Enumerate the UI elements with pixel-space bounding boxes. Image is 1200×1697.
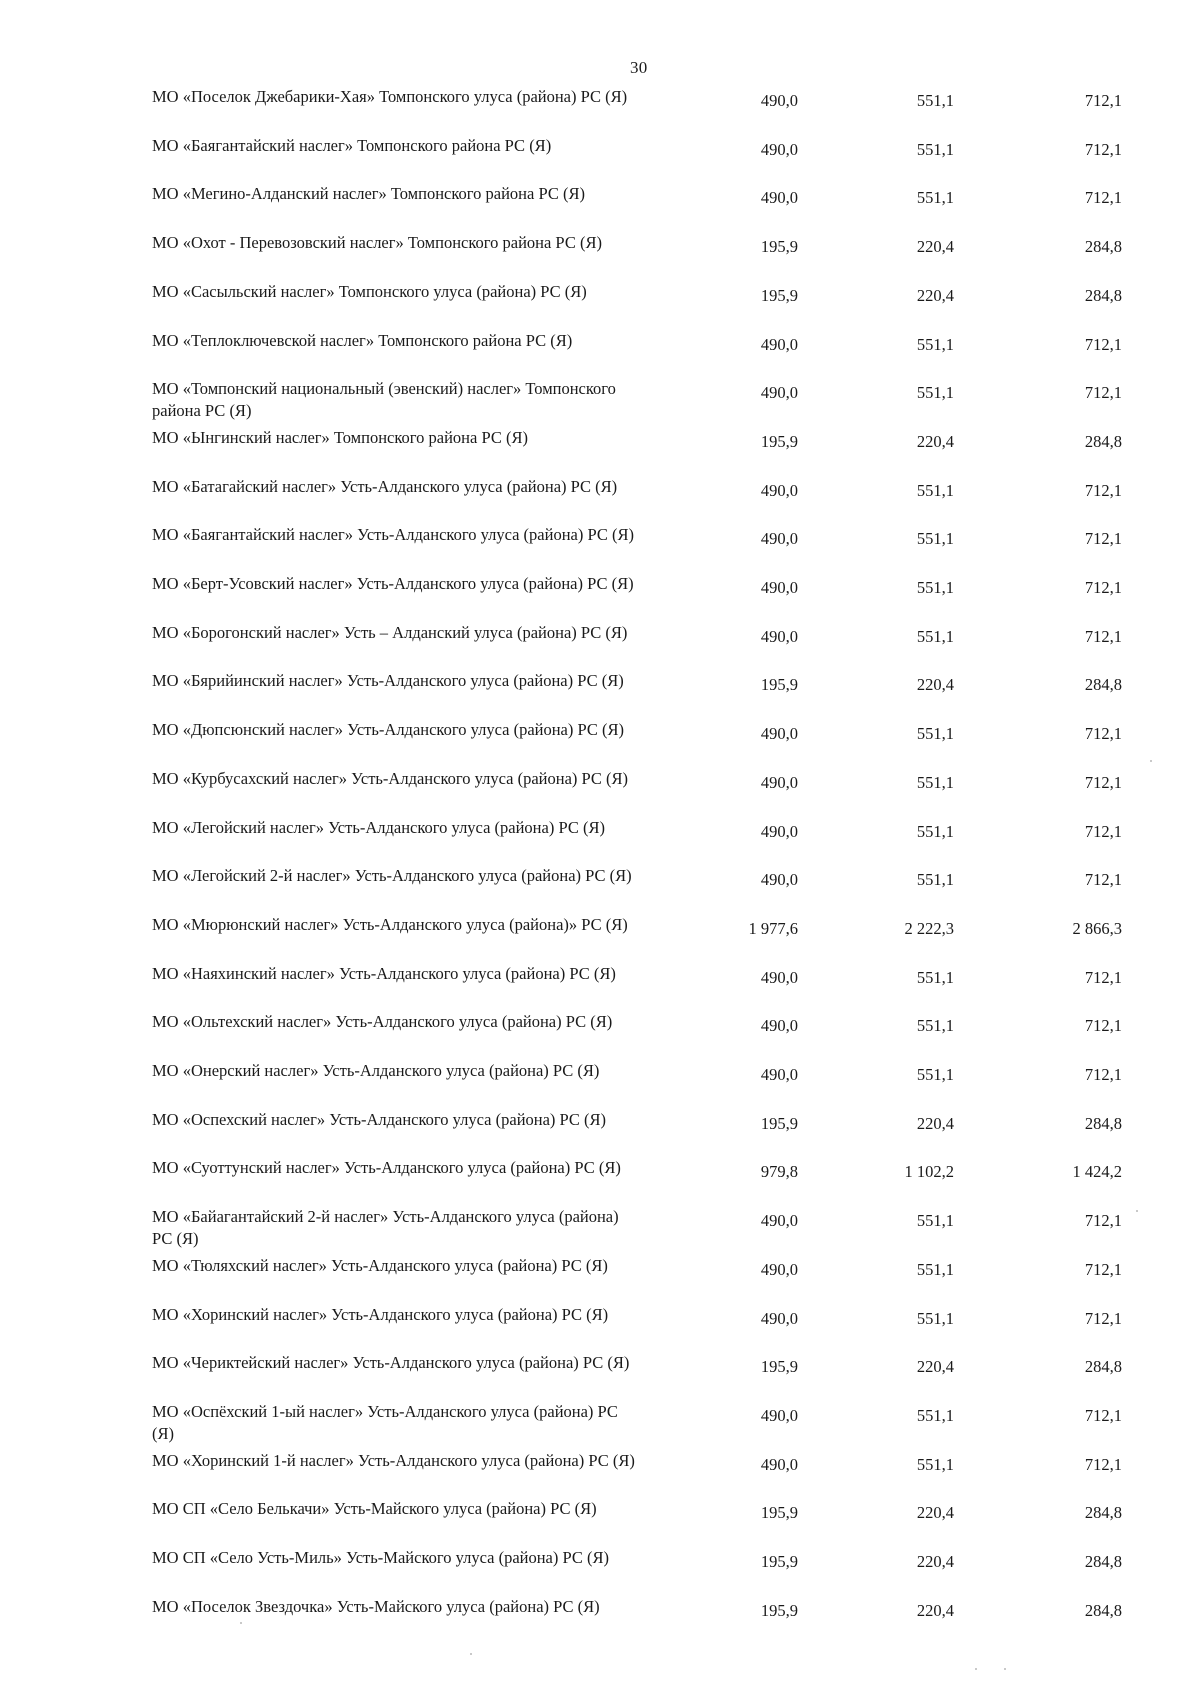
scan-speck [470,1653,472,1655]
municipality-name: МО «Курбусахский наслег» Усть-Алданского улуса (района) РС (Я) [152,768,629,788]
value-col-3: 712,1 [1084,870,1122,890]
municipality-name: МО «Легойский наслег» Усть-Алданского улуса (района) РС (Я) [152,817,605,837]
value-col-2: 220,4 [916,431,954,451]
value-col-3: 712,1 [1084,139,1122,159]
value-col-2: 2 222,3 [904,918,954,938]
value-col-2: 551,1 [916,91,954,110]
value-col-2: 551,1 [916,578,954,597]
municipality-name: МО «Тюляхский наслег» Усть-Алданского улуса (района) РС (Я) [152,1255,608,1275]
value-col-3: 284,8 [1084,285,1122,305]
municipality-name: МО «Баягантайский наслег» Томпонского района РС (Я) [152,135,552,155]
value-col-1: 490,0 [760,724,798,744]
municipality-name: МО «Мегино-Алданский наслег» Томпонского района РС (Я) [152,184,585,204]
municipality-name: МО «Томпонский национальный (эвенский) наслег» Томпонского района РС (Я) [152,379,616,421]
value-col-2: 551,1 [916,383,954,403]
value-col-1: 195,9 [760,1600,798,1620]
scan-speck [975,1668,977,1670]
value-col-1: 490,0 [760,772,798,792]
value-col-2: 220,4 [916,1113,954,1133]
value-col-2: 551,1 [916,626,954,646]
value-col-2: 551,1 [916,870,954,890]
value-col-3: 712,1 [1084,724,1122,744]
value-col-2: 551,1 [916,529,954,549]
value-col-1: 490,0 [760,1454,798,1474]
value-col-1: 490,0 [760,139,798,159]
value-col-3: 712,1 [1084,1016,1122,1036]
value-col-1: 490,0 [760,334,798,354]
value-col-3: 712,1 [1084,334,1122,354]
value-col-3: 712,1 [1084,578,1122,597]
value-col-3: 712,1 [1084,1211,1122,1231]
municipality-name: МО «Байагантайский 2-й наслег» Усть-Алданского улуса (района) РС (Я) [152,1207,619,1249]
value-col-3: 712,1 [1084,480,1122,500]
value-col-2: 551,1 [916,1065,954,1084]
value-col-3: 284,8 [1084,1113,1122,1133]
value-col-2: 551,1 [916,1211,954,1231]
value-col-2: 551,1 [916,1454,954,1474]
value-col-1: 195,9 [760,675,798,695]
value-col-2: 551,1 [916,1259,954,1279]
value-col-3: 712,1 [1084,772,1122,792]
municipality-name: МО «Оспехский наслег» Усть-Алданского улуса (района) РС (Я) [152,1109,607,1129]
municipality-name: МО «Баягантайский наслег» Усть-Алданского улуса (района) РС (Я) [152,525,634,545]
value-col-1: 195,9 [760,1503,798,1523]
value-col-3: 2 866,3 [1072,918,1122,938]
municipality-name: МО «Поселок Звездочка» Усть-Майского улуса (района) РС (Я) [152,1596,600,1616]
value-col-1: 490,0 [760,480,798,500]
municipality-name: МО «Борогонский наслег» Усть – Алданский улуса (района) РС (Я) [152,622,628,642]
municipality-name: МО «Суоттунский наслег» Усть-Алданского улуса (района) РС (Я) [152,1158,621,1178]
value-col-1: 1 977,6 [748,918,798,938]
value-col-2: 551,1 [916,1405,954,1425]
municipality-name: МО «Берт-Усовский наслег» Усть-Алданского улуса (района) РС (Я) [152,574,634,593]
value-col-2: 551,1 [916,188,954,208]
value-col-3: 712,1 [1084,821,1122,841]
municipality-name: МО «Хоринский 1-й наслег» Усть-Алданского улуса (района) РС (Я) [152,1450,635,1470]
value-col-3: 284,8 [1084,431,1122,451]
value-col-3: 712,1 [1084,626,1122,646]
value-col-3: 284,8 [1084,1552,1122,1571]
page-number: 30 [630,58,648,77]
value-col-2: 551,1 [916,724,954,744]
value-col-1: 195,9 [760,285,798,305]
value-col-1: 490,0 [760,529,798,549]
scan-speck [240,1622,242,1624]
scan-speck [1004,1668,1006,1670]
value-col-1: 490,0 [760,1308,798,1328]
value-col-3: 712,1 [1084,967,1122,987]
value-col-2: 551,1 [916,334,954,354]
value-col-2: 220,4 [916,1600,954,1620]
value-col-2: 1 102,2 [904,1162,954,1182]
municipality-name: МО «Онерский наслег» Усть-Алданского улуса (района) РС (Я) [152,1061,600,1080]
value-col-3: 284,8 [1084,1503,1122,1523]
municipality-name: МО «Ынгинский наслег» Томпонского района РС (Я) [152,427,528,447]
value-col-2: 220,4 [916,1357,954,1377]
municipality-name: МО СП «Село Усть-Миль» Усть-Майского улуса (района) РС (Я) [152,1548,610,1567]
value-col-3: 712,1 [1084,188,1122,208]
value-col-3: 284,8 [1084,237,1122,257]
value-col-1: 490,0 [760,578,798,597]
value-col-1: 490,0 [760,1259,798,1279]
value-col-1: 490,0 [760,1405,798,1425]
value-col-3: 284,8 [1084,675,1122,695]
value-col-1: 490,0 [760,91,798,110]
value-col-2: 551,1 [916,967,954,987]
municipality-name: МО «Оспёхский 1-ый наслег» Усть-Алданского улуса (района) РС (Я) [152,1401,618,1443]
scan-speck [1136,1210,1138,1212]
value-col-3: 712,1 [1084,529,1122,549]
value-col-1: 490,0 [760,626,798,646]
value-col-1: 490,0 [760,1065,798,1084]
value-col-2: 551,1 [916,139,954,159]
municipality-name: МО «Бярийинский наслег» Усть-Алданского улуса (района) РС (Я) [152,671,624,691]
value-col-1: 195,9 [760,237,798,257]
value-col-1: 490,0 [760,383,798,403]
value-col-1: 490,0 [760,1211,798,1231]
value-col-1: 490,0 [760,870,798,890]
municipality-name: МО «Сасыльский наслег» Томпонского улуса (района) РС (Я) [152,281,587,301]
value-col-3: 712,1 [1084,1405,1122,1425]
value-col-2: 551,1 [916,1308,954,1328]
municipality-name: МО «Охот - Перевозовский наслег» Томпонского района РС (Я) [152,233,602,253]
value-col-2: 220,4 [916,1503,954,1523]
municipality-name: МО «Батагайский наслег» Усть-Алданского улуса (района) РС (Я) [152,476,618,496]
value-col-3: 712,1 [1084,1308,1122,1328]
value-col-1: 195,9 [760,431,798,451]
value-col-3: 712,1 [1084,383,1122,403]
value-col-1: 195,9 [760,1357,798,1377]
value-col-3: 712,1 [1084,1065,1122,1084]
municipality-name: МО «Мюрюнский наслег» Усть-Алданского улуса (района)» РС (Я) [152,914,628,934]
value-col-3: 284,8 [1084,1357,1122,1377]
value-col-2: 220,4 [916,1552,954,1571]
municipality-name: МО «Теплоключевской наслег» Томпонского района РС (Я) [152,330,573,350]
value-col-1: 979,8 [760,1162,798,1182]
value-col-1: 490,0 [760,188,798,208]
municipality-name: МО «Поселок Джебарики-Хая» Томпонского улуса (района) РС (Я) [152,87,628,106]
municipality-name: МО «Хоринский наслег» Усть-Алданского улуса (района) РС (Я) [152,1304,609,1324]
value-col-2: 220,4 [916,285,954,305]
municipality-name: МО «Наяхинский наслег» Усть-Алданского улуса (района) РС (Я) [152,963,616,983]
value-col-1: 195,9 [760,1552,798,1571]
value-col-2: 220,4 [916,237,954,257]
value-col-3: 1 424,2 [1072,1162,1122,1182]
value-col-1: 195,9 [760,1113,798,1133]
scan-speck [1150,760,1152,762]
value-col-3: 712,1 [1084,1454,1122,1474]
value-col-1: 490,0 [760,1016,798,1036]
value-col-3: 712,1 [1084,1259,1122,1279]
value-col-3: 712,1 [1084,91,1122,110]
value-col-3: 284,8 [1084,1600,1122,1620]
value-col-2: 551,1 [916,772,954,792]
municipality-name: МО «Чериктейский наслег» Усть-Алданского улуса (района) РС (Я) [152,1353,630,1373]
municipality-name: МО «Дюпсюнский наслег» Усть-Алданского улуса (района) РС (Я) [152,720,624,740]
value-col-2: 551,1 [916,821,954,841]
municipality-name: МО «Ольтехский наслег» Усть-Алданского улуса (района) РС (Я) [152,1012,613,1032]
municipality-name: МО «Легойский 2-й наслег» Усть-Алданского улуса (района) РС (Я) [152,866,632,886]
value-col-2: 551,1 [916,480,954,500]
value-col-1: 490,0 [760,821,798,841]
municipality-name: МО СП «Село Белькачи» Усть-Майского улуса (района) РС (Я) [152,1499,597,1519]
value-col-1: 490,0 [760,967,798,987]
value-col-2: 551,1 [916,1016,954,1036]
value-col-2: 220,4 [916,675,954,695]
